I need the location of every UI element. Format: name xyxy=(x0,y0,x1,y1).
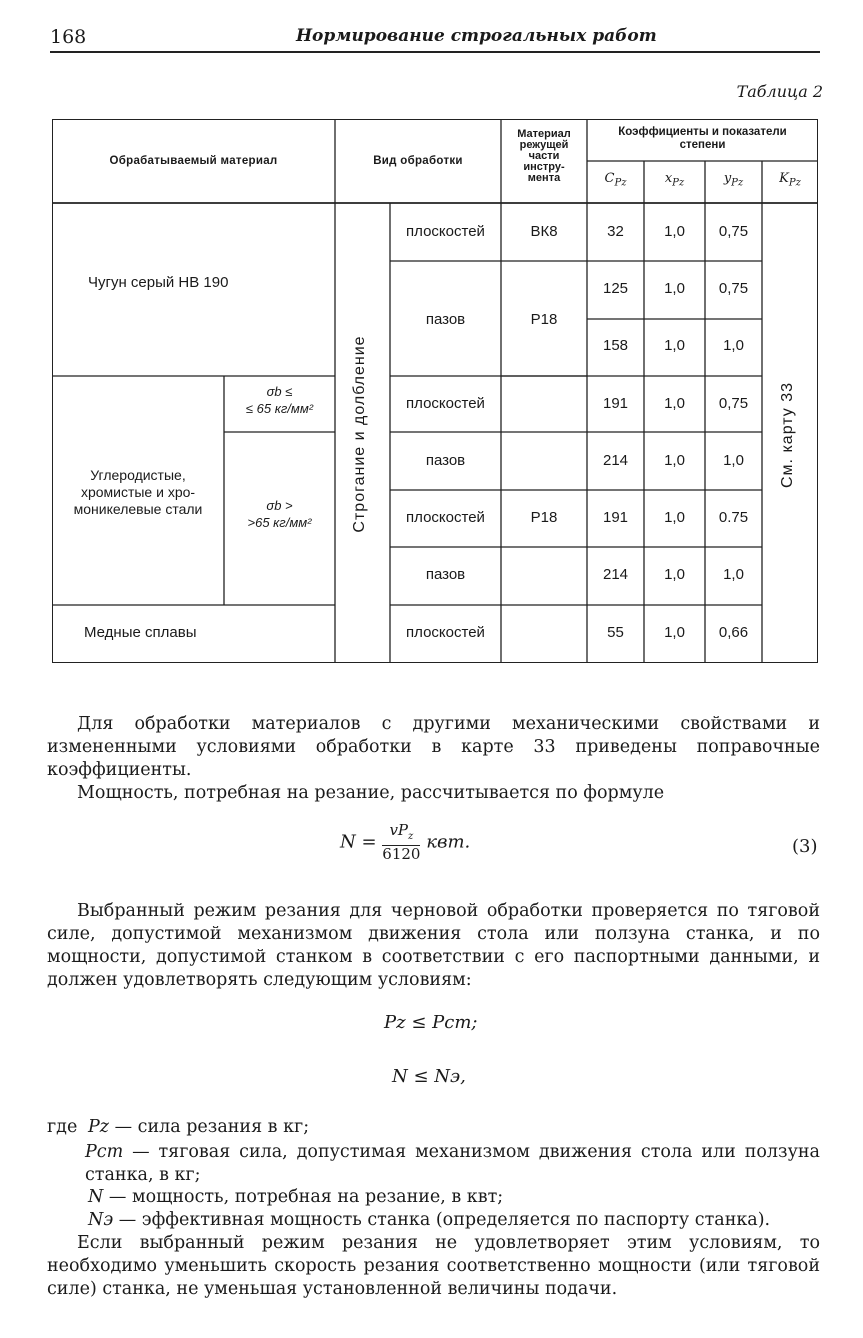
row-surface: плоскостей xyxy=(406,223,485,240)
cell-c: 191 xyxy=(602,395,629,412)
cell-x: 1,0 xyxy=(664,566,685,583)
cell-y: 0,66 xyxy=(718,624,749,641)
row-tool: Р18 xyxy=(530,311,558,328)
header-x-pz: $x_{Pz}$ xyxy=(664,171,685,189)
paragraph-correction-coefficients: Для обработки материалов с другими механическими свойствами и измененными условиями обработки в карте 33 приведены поправочные коэффициенты. xyxy=(47,714,820,780)
cell-y: 1,0 xyxy=(723,452,744,469)
cell-c: 191 xyxy=(602,509,629,526)
header-y-pz: $y_{Pz}$ xyxy=(723,171,744,189)
header-tool-material: Материал режущей части инстру- мента xyxy=(517,128,571,184)
k-pz-note: См. карту 33 xyxy=(779,382,796,488)
definition-pcm: Pcm — тяговая сила, допустимая механизмом движения стола или ползуна станка, в кг; xyxy=(85,1142,820,1185)
cutting-coefficients-table xyxy=(52,119,818,663)
material-copper: Медные сплавы xyxy=(84,624,197,641)
header-k-pz: $K_{Pz}$ xyxy=(779,171,801,189)
row-tool: ВК8 xyxy=(530,223,558,240)
cell-y: 0.75 xyxy=(718,509,749,526)
cell-c: 125 xyxy=(602,280,629,297)
cell-x: 1,0 xyxy=(664,624,685,641)
cell-x: 1,0 xyxy=(664,280,685,297)
cell-c: 55 xyxy=(607,624,624,641)
row-surface: плоскостей xyxy=(406,624,485,641)
cell-y: 1,0 xyxy=(723,337,744,354)
strength-high: σb > >65 кг/мм² xyxy=(247,498,312,530)
strength-low: σb ≤ ≤ 65 кг/мм² xyxy=(245,384,314,416)
paragraph-conditions: Выбранный режим резания для черновой обработки проверяется по тяговой силе, допустимой механизмом движения стола или ползуна станка, и по мощности, допустимой станком в соответствии с его паспортными данными, и должен удовлетворять следующим условиям: xyxy=(47,901,820,990)
cell-x: 1,0 xyxy=(664,223,685,240)
row-surface: пазов xyxy=(425,452,466,469)
cell-c: 158 xyxy=(602,337,629,354)
row-surface: пазов xyxy=(425,311,466,328)
cell-x: 1,0 xyxy=(664,337,685,354)
processing-vertical-label: Строгание и долбление xyxy=(351,335,368,533)
formula-number: (3) xyxy=(792,836,818,857)
paragraph-reduce-speed: Если выбранный режим резания не удовлетворяет этим условиям, то необходимо уменьшить скорость резания соответственно мощности (или тяговой силе) станка, не уменьшая установленной величины подачи. xyxy=(47,1233,820,1299)
row-surface: плоскостей xyxy=(406,395,485,412)
condition-force: Pz ≤ Pcm; xyxy=(384,1012,478,1033)
header-material: Обрабатываемый материал xyxy=(109,155,278,167)
paragraph-power-intro: Мощность, потребная на резание, рассчитывается по формуле xyxy=(77,783,665,803)
row-surface: плоскостей xyxy=(406,509,485,526)
cell-y: 1,0 xyxy=(723,566,744,583)
row-tool: Р18 xyxy=(530,509,558,526)
where-label: где xyxy=(47,1117,78,1137)
cell-y: 0,75 xyxy=(718,223,749,240)
cell-y: 0,75 xyxy=(718,280,749,297)
cell-x: 1,0 xyxy=(664,509,685,526)
cell-x: 1,0 xyxy=(664,395,685,412)
cell-x: 1,0 xyxy=(664,452,685,469)
header-rule xyxy=(50,51,820,53)
material-cast-iron: Чугун серый НВ 190 xyxy=(88,274,229,291)
definition-ne: Nэ — эффективная мощность станка (определяется по паспорту станка). xyxy=(88,1210,771,1230)
power-formula: N = $\frac{vP_z}{6120}$ квт. xyxy=(340,821,471,863)
definition-n: N — мощность, потребная на резание, в квт; xyxy=(88,1187,504,1207)
formula-fraction: $\frac{vP_z}{6120}$ xyxy=(382,821,421,863)
condition-power: N ≤ Nэ, xyxy=(392,1066,466,1087)
cell-c: 214 xyxy=(602,452,629,469)
header-c-pz: $C_{Pz}$ xyxy=(604,171,627,189)
row-surface: пазов xyxy=(425,566,466,583)
definition-pz: Pz — сила резания в кг; xyxy=(88,1117,310,1137)
cell-c: 32 xyxy=(607,223,624,240)
header-coefficients: Коэффициенты и показатели степени xyxy=(618,126,787,151)
header-processing: Вид обработки xyxy=(373,155,463,167)
material-steel: Углеродистые, хромистые и хро- моникелевые стали xyxy=(73,467,203,517)
cell-c: 214 xyxy=(602,566,629,583)
cell-y: 0,75 xyxy=(718,395,749,412)
running-title: Нормирование строгальных работ xyxy=(296,26,657,46)
table-caption: Таблица 2 xyxy=(736,82,823,101)
page-number: 168 xyxy=(50,26,87,48)
